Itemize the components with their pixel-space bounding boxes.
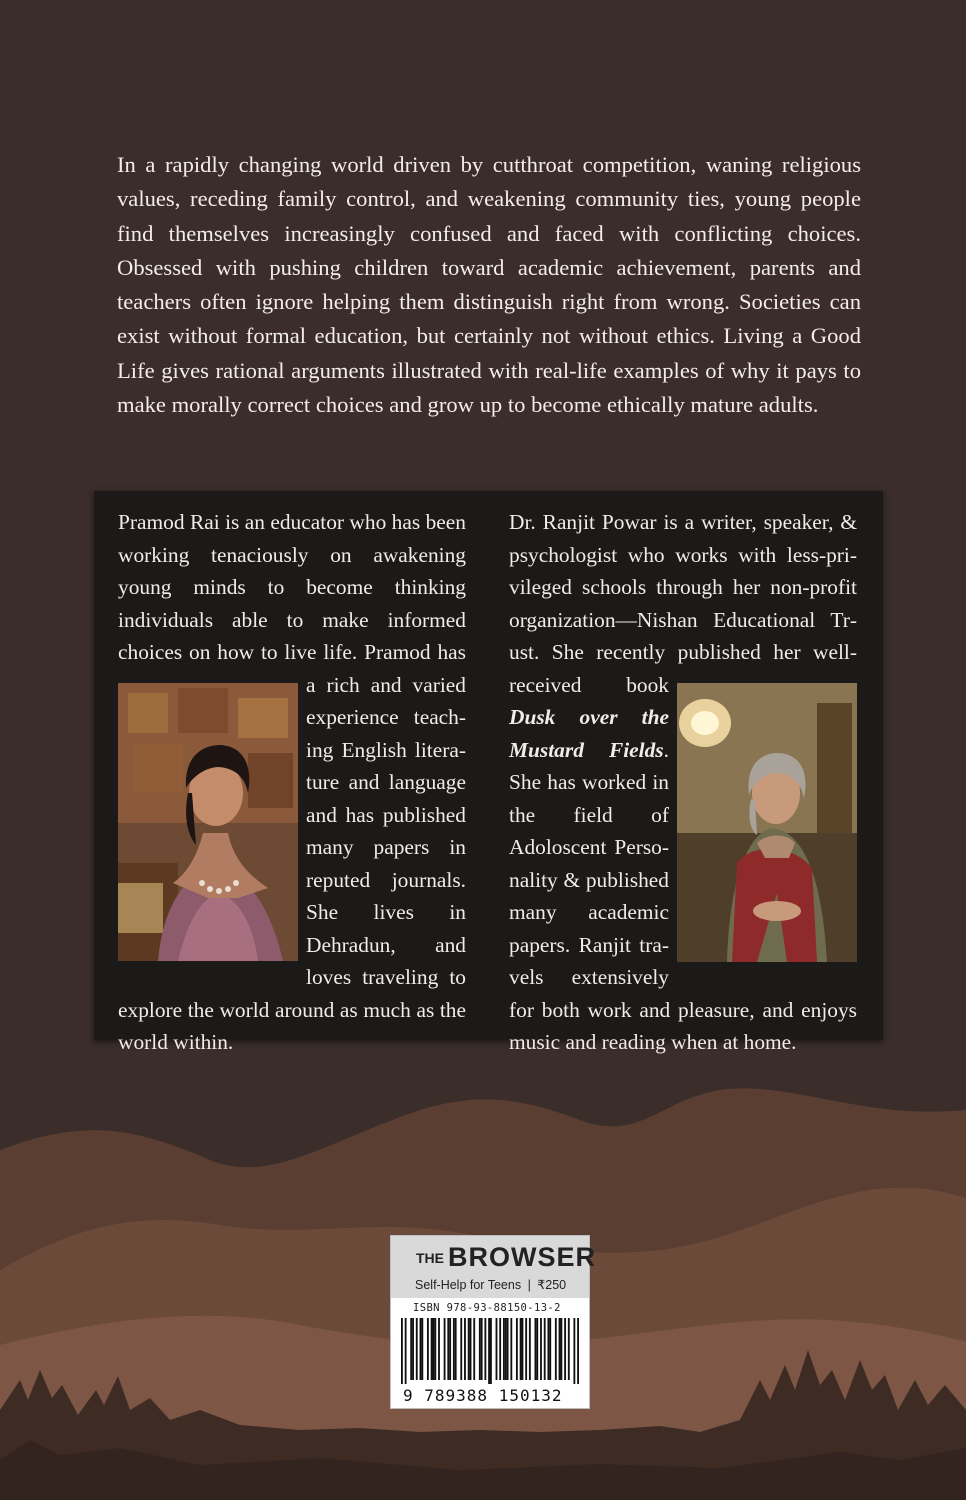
barcode-bar xyxy=(568,1318,570,1380)
bio-text-part-2: a rich and varied experience teaching English literature and language and has published many papers in reputed journals. She lives in Dehradun, and loves traveling to explore the world around as much as the world within. xyxy=(118,672,466,1054)
barcode-digits: 9 789388 150132 xyxy=(403,1386,563,1405)
bio-text-part-1: Dr. Ranjit Powar is a writer, speaker, & psychologist who works with less-privileged schools through her non-profit organization—Nishan Educational Trust. She recently published her well- xyxy=(509,510,857,664)
barcode-bar xyxy=(555,1318,557,1380)
barcode-bar xyxy=(405,1318,407,1384)
barcode-bar xyxy=(412,1318,414,1380)
back-cover-blurb: In a rapidly changing world driven by cutthroat competition, waning religious values, receding family control, and weakening community ties, young people find themselves increasingly confused and faced with conflicting choices. Obsessed with pushing children toward academic achievement, parents and teachers often ignore helping them distinguish right from wrong. Societies can exist without formal education, but certainly not without ethics. Living a Good Life gives rational arguments illustrated with real-life examples of why it pays to make morally correct choices and grow up to become ethically mature adults. xyxy=(117,152,861,418)
barcode-bar xyxy=(481,1318,483,1380)
barcode-bar xyxy=(516,1318,518,1380)
barcode-bar xyxy=(559,1318,561,1380)
barcode-bar xyxy=(479,1318,481,1380)
barcode-bar xyxy=(420,1318,422,1380)
author-photo-pramod-rai xyxy=(118,683,298,961)
barcode-icon xyxy=(401,1318,579,1384)
barcode-bar xyxy=(427,1318,429,1380)
barcode-bar xyxy=(438,1318,440,1380)
author-bio-ranjit-powar xyxy=(509,506,857,1059)
barcode-bar xyxy=(535,1318,537,1380)
barcode-bar xyxy=(444,1318,446,1380)
separator: | xyxy=(527,1278,531,1292)
book-price: ₹250 xyxy=(537,1278,567,1292)
barcode-bar xyxy=(499,1318,501,1380)
barcode-bar xyxy=(484,1318,486,1380)
publisher-logo-name: BROWSER xyxy=(448,1242,596,1272)
bio-text-part-1: Pramod Rai is an educator who has been working tenaciously on awakening young minds to become thinking individuals able to make informed choices on how to live life. Pramod has xyxy=(118,510,466,664)
barcode-bar xyxy=(536,1318,538,1380)
barcode-card xyxy=(390,1235,596,1409)
barcode-bar xyxy=(490,1318,492,1384)
isbn-label: ISBN 978-93-88150-13-2 xyxy=(413,1302,561,1314)
barcode-bar xyxy=(416,1318,418,1380)
barcode-bar xyxy=(564,1318,566,1380)
author-bio-pramod-rai xyxy=(118,506,466,1059)
barcode-bar xyxy=(522,1318,524,1380)
barcode-bar xyxy=(401,1318,403,1384)
bio-text-part-2: received book xyxy=(509,672,669,697)
barcode-bar xyxy=(503,1318,505,1380)
author-photo-ranjit-powar xyxy=(677,683,857,962)
barcode-bar xyxy=(510,1318,512,1380)
barcode-bar xyxy=(573,1318,575,1384)
book-title: Dusk over the Mustard Fields xyxy=(509,705,669,762)
barcode-bar xyxy=(447,1318,449,1380)
barcode-bar xyxy=(431,1318,433,1380)
barcode-bar xyxy=(544,1318,546,1380)
barcode-bar xyxy=(434,1318,436,1380)
barcode-bar xyxy=(410,1318,412,1380)
barcode-bar xyxy=(421,1318,423,1380)
barcode-bar xyxy=(540,1318,542,1380)
barcode-bar xyxy=(549,1318,551,1380)
publisher-logo-the: THE xyxy=(416,1250,444,1266)
barcode-bar xyxy=(505,1318,507,1380)
barcode-bar xyxy=(453,1318,455,1380)
barcode-bar xyxy=(560,1318,562,1380)
barcode-bar xyxy=(470,1318,472,1380)
barcode-bar xyxy=(496,1318,498,1380)
publisher-logo xyxy=(416,1242,596,1273)
barcode-bar xyxy=(464,1318,466,1380)
barcode-bar xyxy=(488,1318,490,1384)
publisher-category-price xyxy=(415,1277,566,1292)
barcode-bar xyxy=(433,1318,435,1380)
barcode-bar xyxy=(455,1318,457,1380)
barcode-bar xyxy=(577,1318,579,1384)
barcode-bar xyxy=(468,1318,470,1380)
book-category: Self-Help for Teens xyxy=(415,1278,522,1292)
barcode-bar xyxy=(525,1318,527,1380)
barcode-bar xyxy=(547,1318,549,1380)
publisher-banner xyxy=(391,1236,596,1298)
barcode-bar xyxy=(520,1318,522,1380)
barcode-bar xyxy=(460,1318,462,1380)
barcode-bar xyxy=(473,1318,475,1380)
barcode-bar xyxy=(507,1318,509,1380)
bio-text-part-3: . She has worked in the field of Adoloscent Personality & published many academic papers. Ranjit travels extensively for both work and pleasure, and enjoys music and reading when at home. xyxy=(509,737,857,1054)
barcode-bar xyxy=(449,1318,451,1380)
barcode-bar xyxy=(529,1318,531,1380)
